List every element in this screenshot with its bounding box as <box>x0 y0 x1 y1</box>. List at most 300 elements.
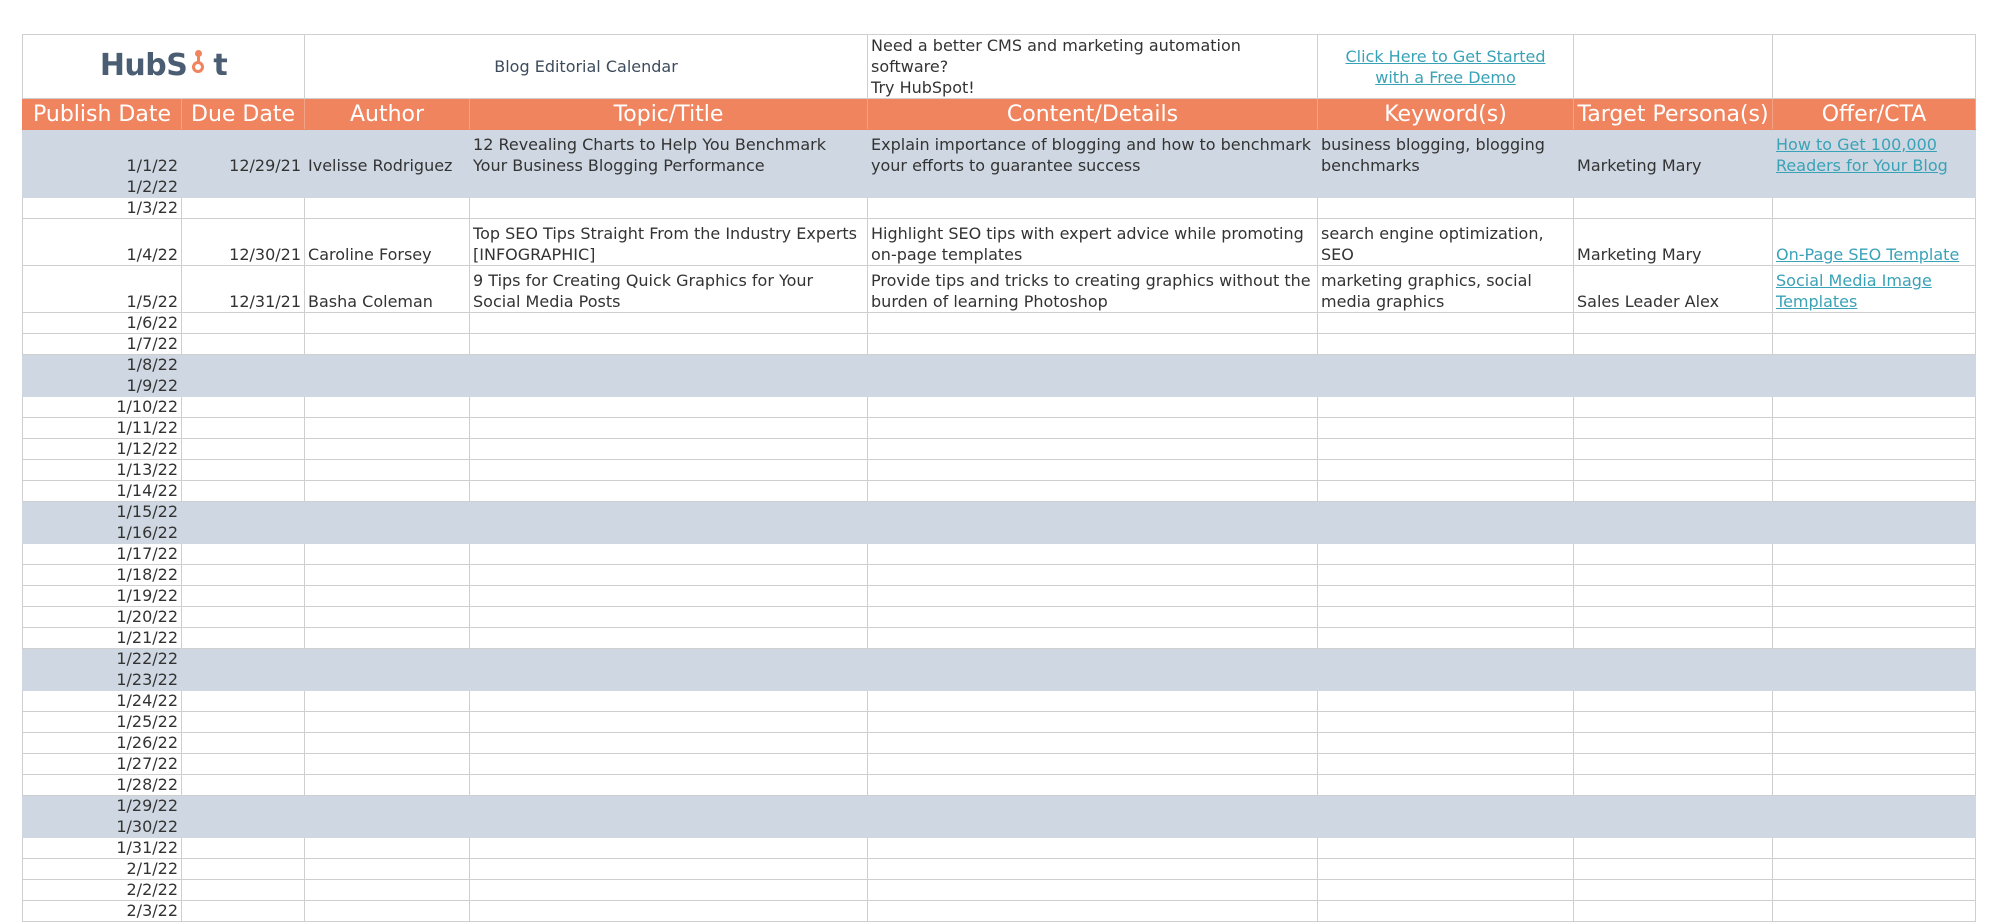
offer-cta-cell[interactable] <box>1773 313 1976 334</box>
content-details-cell[interactable] <box>868 397 1318 418</box>
offer-cta-cell[interactable] <box>1773 796 1976 817</box>
author-cell[interactable] <box>305 901 470 922</box>
author-cell[interactable] <box>305 355 470 376</box>
author-cell[interactable] <box>305 481 470 502</box>
publish-date-cell[interactable]: 1/4/22 <box>23 219 182 266</box>
content-details-cell[interactable] <box>868 481 1318 502</box>
content-details-cell[interactable] <box>868 607 1318 628</box>
author-cell[interactable] <box>305 439 470 460</box>
topic-title-cell[interactable] <box>470 586 868 607</box>
due-date-cell[interactable] <box>182 460 305 481</box>
author-cell[interactable] <box>305 177 470 198</box>
keywords-cell[interactable] <box>1318 397 1574 418</box>
author-cell[interactable] <box>305 754 470 775</box>
target-persona-cell[interactable] <box>1574 355 1773 376</box>
author-cell[interactable] <box>305 334 470 355</box>
due-date-cell[interactable] <box>182 334 305 355</box>
publish-date-cell[interactable]: 1/27/22 <box>23 754 182 775</box>
content-details-cell[interactable] <box>868 198 1318 219</box>
keywords-cell[interactable] <box>1318 712 1574 733</box>
offer-cta-cell[interactable] <box>1773 355 1976 376</box>
due-date-cell[interactable] <box>182 439 305 460</box>
topic-title-cell[interactable] <box>470 901 868 922</box>
publish-date-cell[interactable]: 1/17/22 <box>23 544 182 565</box>
topic-title-cell[interactable] <box>470 817 868 838</box>
author-cell[interactable] <box>305 418 470 439</box>
publish-date-cell[interactable]: 1/24/22 <box>23 691 182 712</box>
content-details-cell[interactable] <box>868 754 1318 775</box>
publish-date-cell[interactable]: 1/7/22 <box>23 334 182 355</box>
offer-cta-cell[interactable] <box>1773 177 1976 198</box>
offer-cta-cell[interactable] <box>1773 523 1976 544</box>
author-cell[interactable] <box>305 460 470 481</box>
keywords-cell[interactable] <box>1318 523 1574 544</box>
offer-cta-cell[interactable] <box>1773 754 1976 775</box>
free-demo-link[interactable]: Click Here to Get Started with a Free Demo <box>1345 46 1546 87</box>
table-row <box>23 628 1976 649</box>
content-details-cell[interactable] <box>868 177 1318 198</box>
target-persona-cell[interactable] <box>1574 607 1773 628</box>
target-persona-cell[interactable] <box>1574 502 1773 523</box>
topic-title-cell[interactable]: 9 Tips for Creating Quick Graphics for Your Social Media Posts <box>470 266 868 313</box>
content-details-cell[interactable] <box>868 460 1318 481</box>
author-cell[interactable] <box>305 628 470 649</box>
offer-cta-cell[interactable] <box>1773 502 1976 523</box>
publish-date-cell[interactable]: 2/2/22 <box>23 880 182 901</box>
content-details-cell[interactable] <box>868 586 1318 607</box>
offer-cta-cell[interactable] <box>1773 481 1976 502</box>
publish-date-cell[interactable]: 1/25/22 <box>23 712 182 733</box>
column-header-offer-cta[interactable]: Offer/CTA <box>1773 99 1976 130</box>
author-cell[interactable] <box>305 198 470 219</box>
publish-date-cell[interactable]: 1/14/22 <box>23 481 182 502</box>
target-persona-cell[interactable] <box>1574 880 1773 901</box>
offer-cta-cell[interactable] <box>1773 628 1976 649</box>
topic-title-cell[interactable] <box>470 880 868 901</box>
content-details-cell[interactable]: Explain importance of blogging and how to benchmark your efforts to guarantee success <box>868 130 1318 177</box>
target-persona-cell[interactable] <box>1574 586 1773 607</box>
target-persona-cell[interactable] <box>1574 838 1773 859</box>
column-header-target-personas[interactable]: Target Persona(s) <box>1574 99 1773 130</box>
author-cell[interactable] <box>305 544 470 565</box>
content-details-cell[interactable] <box>868 691 1318 712</box>
column-header-content-details[interactable]: Content/Details <box>868 99 1318 130</box>
publish-date-cell[interactable]: 1/18/22 <box>23 565 182 586</box>
offer-cta-link[interactable]: Social Media Image Templates <box>1776 271 1932 311</box>
due-date-cell[interactable]: 12/30/21 <box>182 219 305 266</box>
keywords-cell[interactable] <box>1318 628 1574 649</box>
offer-cta-link[interactable]: On-Page SEO Template <box>1776 245 1960 264</box>
publish-date-cell[interactable]: 1/23/22 <box>23 670 182 691</box>
publish-date-cell[interactable]: 1/26/22 <box>23 733 182 754</box>
due-date-cell[interactable] <box>182 544 305 565</box>
keywords-cell[interactable] <box>1318 502 1574 523</box>
keywords-cell[interactable] <box>1318 439 1574 460</box>
due-date-cell[interactable] <box>182 796 305 817</box>
content-details-cell[interactable] <box>868 313 1318 334</box>
offer-cta-cell[interactable] <box>1773 733 1976 754</box>
content-details-cell[interactable] <box>868 838 1318 859</box>
due-date-cell[interactable] <box>182 198 305 219</box>
due-date-cell[interactable] <box>182 754 305 775</box>
keywords-cell[interactable] <box>1318 670 1574 691</box>
topic-title-cell[interactable] <box>470 691 868 712</box>
keywords-cell[interactable] <box>1318 649 1574 670</box>
target-persona-cell[interactable] <box>1574 198 1773 219</box>
topic-title-cell[interactable]: Top SEO Tips Straight From the Industry Experts [INFOGRAPHIC] <box>470 219 868 266</box>
keywords-cell[interactable] <box>1318 376 1574 397</box>
target-persona-cell[interactable] <box>1574 544 1773 565</box>
author-cell[interactable] <box>305 607 470 628</box>
topic-title-cell[interactable] <box>470 733 868 754</box>
content-details-cell[interactable] <box>868 418 1318 439</box>
author-cell[interactable] <box>305 712 470 733</box>
due-date-cell[interactable] <box>182 775 305 796</box>
offer-cta-link[interactable]: How to Get 100,000 Readers for Your Blog <box>1776 135 1948 175</box>
keywords-cell[interactable] <box>1318 775 1574 796</box>
offer-cta-cell[interactable] <box>1773 565 1976 586</box>
table-row <box>23 439 1976 460</box>
offer-cta-cell[interactable] <box>1773 880 1976 901</box>
column-header-keywords[interactable]: Keyword(s) <box>1318 99 1574 130</box>
offer-cta-cell[interactable] <box>1773 607 1976 628</box>
keywords-cell[interactable]: search engine optimization, SEO <box>1318 219 1574 266</box>
keywords-cell[interactable] <box>1318 177 1574 198</box>
due-date-cell[interactable] <box>182 481 305 502</box>
keywords-cell[interactable] <box>1318 901 1574 922</box>
column-header-topic-title[interactable]: Topic/Title <box>470 99 868 130</box>
target-persona-cell[interactable] <box>1574 523 1773 544</box>
content-details-cell[interactable] <box>868 565 1318 586</box>
keywords-cell[interactable] <box>1318 418 1574 439</box>
publish-date-cell[interactable]: 1/21/22 <box>23 628 182 649</box>
table-row <box>23 130 1976 177</box>
target-persona-cell[interactable] <box>1574 775 1773 796</box>
target-persona-cell[interactable] <box>1574 691 1773 712</box>
keywords-cell[interactable] <box>1318 817 1574 838</box>
topic-title-cell[interactable] <box>470 544 868 565</box>
due-date-cell[interactable] <box>182 691 305 712</box>
keywords-cell[interactable] <box>1318 198 1574 219</box>
page-title: Blog Editorial Calendar <box>305 35 868 99</box>
due-date-cell[interactable] <box>182 502 305 523</box>
due-date-cell[interactable] <box>182 712 305 733</box>
content-details-cell[interactable] <box>868 859 1318 880</box>
author-cell[interactable] <box>305 586 470 607</box>
topic-title-cell[interactable] <box>470 397 868 418</box>
offer-cta-cell[interactable] <box>1773 838 1976 859</box>
column-header-due-date[interactable]: Due Date <box>182 99 305 130</box>
publish-date-cell[interactable]: 1/22/22 <box>23 649 182 670</box>
offer-cta-cell[interactable] <box>1773 219 1976 266</box>
keywords-cell[interactable] <box>1318 754 1574 775</box>
keywords-cell[interactable] <box>1318 607 1574 628</box>
content-details-cell[interactable] <box>868 355 1318 376</box>
keywords-cell[interactable] <box>1318 355 1574 376</box>
offer-cta-cell[interactable] <box>1773 691 1976 712</box>
due-date-cell[interactable] <box>182 649 305 670</box>
publish-date-cell[interactable]: 1/5/22 <box>23 266 182 313</box>
content-details-cell[interactable]: Highlight SEO tips with expert advice while promoting on-page templates <box>868 219 1318 266</box>
due-date-cell[interactable]: 12/31/21 <box>182 266 305 313</box>
offer-cta-cell[interactable] <box>1773 376 1976 397</box>
content-details-cell[interactable] <box>868 523 1318 544</box>
publish-date-cell[interactable]: 1/6/22 <box>23 313 182 334</box>
topic-title-cell[interactable] <box>470 523 868 544</box>
publish-date-cell[interactable]: 1/28/22 <box>23 775 182 796</box>
content-details-cell[interactable] <box>868 376 1318 397</box>
keywords-cell[interactable] <box>1318 733 1574 754</box>
target-persona-cell[interactable] <box>1574 670 1773 691</box>
target-persona-cell[interactable] <box>1574 754 1773 775</box>
promo-line-1: Need a better CMS and marketing automation software? <box>871 36 1241 76</box>
target-persona-cell[interactable] <box>1574 177 1773 198</box>
table-row <box>23 670 1976 691</box>
author-cell[interactable] <box>305 838 470 859</box>
keywords-cell[interactable] <box>1318 313 1574 334</box>
topic-title-cell[interactable] <box>470 796 868 817</box>
target-persona-cell[interactable] <box>1574 817 1773 838</box>
offer-cta-cell[interactable] <box>1773 901 1976 922</box>
due-date-cell[interactable] <box>182 177 305 198</box>
target-persona-cell[interactable] <box>1574 481 1773 502</box>
author-cell[interactable] <box>305 859 470 880</box>
publish-date-cell[interactable]: 1/13/22 <box>23 460 182 481</box>
publish-date-cell[interactable]: 1/31/22 <box>23 838 182 859</box>
content-details-cell[interactable] <box>868 439 1318 460</box>
author-cell[interactable] <box>305 670 470 691</box>
publish-date-cell[interactable]: 1/10/22 <box>23 397 182 418</box>
target-persona-cell[interactable] <box>1574 313 1773 334</box>
empty-cell[interactable] <box>1574 35 1773 99</box>
offer-cta-cell[interactable] <box>1773 670 1976 691</box>
due-date-cell[interactable] <box>182 376 305 397</box>
target-persona-cell[interactable] <box>1574 733 1773 754</box>
content-details-cell[interactable] <box>868 502 1318 523</box>
publish-date-cell[interactable]: 1/1/22 <box>23 130 182 177</box>
target-persona-cell[interactable]: Marketing Mary <box>1574 130 1773 177</box>
target-persona-cell[interactable] <box>1574 796 1773 817</box>
due-date-cell[interactable] <box>182 859 305 880</box>
keywords-cell[interactable] <box>1318 481 1574 502</box>
target-persona-cell[interactable] <box>1574 901 1773 922</box>
topic-title-cell[interactable] <box>470 712 868 733</box>
offer-cta-cell[interactable] <box>1773 649 1976 670</box>
topic-title-cell[interactable] <box>470 439 868 460</box>
content-details-cell[interactable] <box>868 628 1318 649</box>
topic-title-cell[interactable]: 12 Revealing Charts to Help You Benchmark Your Business Blogging Performance <box>470 130 868 177</box>
due-date-cell[interactable]: 12/29/21 <box>182 130 305 177</box>
publish-date-cell[interactable]: 1/2/22 <box>23 177 182 198</box>
topic-title-cell[interactable] <box>470 313 868 334</box>
due-date-cell[interactable] <box>182 586 305 607</box>
offer-cta-cell[interactable] <box>1773 712 1976 733</box>
content-details-cell[interactable]: Provide tips and tricks to creating graphics without the burden of learning Photoshop <box>868 266 1318 313</box>
target-persona-cell[interactable] <box>1574 712 1773 733</box>
topic-title-cell[interactable] <box>470 859 868 880</box>
offer-cta-cell[interactable] <box>1773 775 1976 796</box>
author-cell[interactable] <box>305 397 470 418</box>
keywords-cell[interactable] <box>1318 691 1574 712</box>
target-persona-cell[interactable] <box>1574 628 1773 649</box>
publish-date-cell[interactable]: 1/16/22 <box>23 523 182 544</box>
keywords-cell[interactable] <box>1318 859 1574 880</box>
publish-date-cell[interactable]: 1/12/22 <box>23 439 182 460</box>
keywords-cell[interactable] <box>1318 586 1574 607</box>
target-persona-cell[interactable] <box>1574 439 1773 460</box>
publish-date-cell[interactable]: 1/30/22 <box>23 817 182 838</box>
publish-date-cell[interactable]: 2/1/22 <box>23 859 182 880</box>
topic-title-cell[interactable] <box>470 376 868 397</box>
due-date-cell[interactable] <box>182 565 305 586</box>
target-persona-cell[interactable]: Marketing Mary <box>1574 219 1773 266</box>
table-row <box>23 565 1976 586</box>
topic-title-cell[interactable] <box>470 418 868 439</box>
author-cell[interactable] <box>305 733 470 754</box>
target-persona-cell[interactable] <box>1574 859 1773 880</box>
author-cell[interactable] <box>305 313 470 334</box>
topic-title-cell[interactable] <box>470 565 868 586</box>
offer-cta-cell[interactable] <box>1773 859 1976 880</box>
target-persona-cell[interactable] <box>1574 376 1773 397</box>
offer-cta-cell[interactable] <box>1773 198 1976 219</box>
content-details-cell[interactable] <box>868 544 1318 565</box>
content-details-cell[interactable] <box>868 334 1318 355</box>
keywords-cell[interactable] <box>1318 565 1574 586</box>
promo-line-2: Try HubSpot! <box>871 78 975 97</box>
author-cell[interactable]: Caroline Forsey <box>305 219 470 266</box>
table-row <box>23 691 1976 712</box>
table-row <box>23 880 1976 901</box>
topic-title-cell[interactable] <box>470 355 868 376</box>
keywords-cell[interactable]: marketing graphics, social media graphics <box>1318 266 1574 313</box>
table-row <box>23 313 1976 334</box>
keywords-cell[interactable] <box>1318 796 1574 817</box>
due-date-cell[interactable] <box>182 838 305 859</box>
content-details-cell[interactable] <box>868 670 1318 691</box>
offer-cta-cell[interactable] <box>1773 544 1976 565</box>
target-persona-cell[interactable]: Sales Leader Alex <box>1574 266 1773 313</box>
topic-title-cell[interactable] <box>470 607 868 628</box>
offer-cta-cell[interactable] <box>1773 460 1976 481</box>
keywords-cell[interactable] <box>1318 334 1574 355</box>
due-date-cell[interactable] <box>182 523 305 544</box>
due-date-cell[interactable] <box>182 880 305 901</box>
keywords-cell[interactable]: business blogging, blogging benchmarks <box>1318 130 1574 177</box>
due-date-cell[interactable] <box>182 313 305 334</box>
offer-cta-cell[interactable] <box>1773 334 1976 355</box>
topic-title-cell[interactable] <box>470 502 868 523</box>
due-date-cell[interactable] <box>182 733 305 754</box>
content-details-cell[interactable] <box>868 775 1318 796</box>
author-cell[interactable] <box>305 691 470 712</box>
offer-cta-cell[interactable] <box>1773 397 1976 418</box>
publish-date-cell[interactable]: 1/19/22 <box>23 586 182 607</box>
due-date-cell[interactable] <box>182 817 305 838</box>
content-details-cell[interactable] <box>868 649 1318 670</box>
publish-date-cell[interactable]: 2/3/22 <box>23 901 182 922</box>
topic-title-cell[interactable] <box>470 754 868 775</box>
publish-date-cell[interactable]: 1/3/22 <box>23 198 182 219</box>
offer-cta-cell[interactable] <box>1773 586 1976 607</box>
target-persona-cell[interactable] <box>1574 397 1773 418</box>
empty-cell[interactable] <box>1773 35 1976 99</box>
author-cell[interactable]: Basha Coleman <box>305 266 470 313</box>
offer-cta-cell[interactable] <box>1773 266 1976 313</box>
author-cell[interactable] <box>305 796 470 817</box>
target-persona-cell[interactable] <box>1574 334 1773 355</box>
publish-date-cell[interactable]: 1/29/22 <box>23 796 182 817</box>
offer-cta-cell[interactable] <box>1773 418 1976 439</box>
author-cell[interactable] <box>305 880 470 901</box>
author-cell[interactable]: Ivelisse Rodriguez <box>305 130 470 177</box>
keywords-cell[interactable] <box>1318 880 1574 901</box>
topic-title-cell[interactable] <box>470 177 868 198</box>
due-date-cell[interactable] <box>182 355 305 376</box>
topic-title-cell[interactable] <box>470 838 868 859</box>
topic-title-cell[interactable] <box>470 775 868 796</box>
offer-cta-cell[interactable] <box>1773 439 1976 460</box>
author-cell[interactable] <box>305 376 470 397</box>
topic-title-cell[interactable] <box>470 481 868 502</box>
publish-date-cell[interactable]: 1/9/22 <box>23 376 182 397</box>
due-date-cell[interactable] <box>182 397 305 418</box>
author-cell[interactable] <box>305 817 470 838</box>
due-date-cell[interactable] <box>182 607 305 628</box>
offer-cta-cell[interactable] <box>1773 817 1976 838</box>
keywords-cell[interactable] <box>1318 544 1574 565</box>
target-persona-cell[interactable] <box>1574 565 1773 586</box>
topic-title-cell[interactable] <box>470 198 868 219</box>
publish-date-cell[interactable]: 1/11/22 <box>23 418 182 439</box>
due-date-cell[interactable] <box>182 418 305 439</box>
author-cell[interactable] <box>305 565 470 586</box>
offer-cta-cell[interactable] <box>1773 130 1976 177</box>
keywords-cell[interactable] <box>1318 460 1574 481</box>
content-details-cell[interactable] <box>868 901 1318 922</box>
target-persona-cell[interactable] <box>1574 460 1773 481</box>
keywords-cell[interactable] <box>1318 838 1574 859</box>
content-details-cell[interactable] <box>868 880 1318 901</box>
content-details-cell[interactable] <box>868 796 1318 817</box>
topic-title-cell[interactable] <box>470 334 868 355</box>
table-row <box>23 266 1976 313</box>
column-header-publish-date[interactable]: Publish Date <box>23 99 182 130</box>
author-cell[interactable] <box>305 649 470 670</box>
table-row <box>23 481 1976 502</box>
due-date-cell[interactable] <box>182 628 305 649</box>
publish-date-cell[interactable]: 1/15/22 <box>23 502 182 523</box>
topic-title-cell[interactable] <box>470 670 868 691</box>
publish-date-cell[interactable]: 1/20/22 <box>23 607 182 628</box>
author-cell[interactable] <box>305 523 470 544</box>
target-persona-cell[interactable] <box>1574 649 1773 670</box>
topic-title-cell[interactable] <box>470 649 868 670</box>
due-date-cell[interactable] <box>182 670 305 691</box>
due-date-cell[interactable] <box>182 901 305 922</box>
author-cell[interactable] <box>305 502 470 523</box>
topic-title-cell[interactable] <box>470 460 868 481</box>
column-header-author[interactable]: Author <box>305 99 470 130</box>
table-row <box>23 219 1976 266</box>
target-persona-cell[interactable] <box>1574 418 1773 439</box>
author-cell[interactable] <box>305 775 470 796</box>
topic-title-cell[interactable] <box>470 628 868 649</box>
content-details-cell[interactable] <box>868 817 1318 838</box>
publish-date-cell[interactable]: 1/8/22 <box>23 355 182 376</box>
content-details-cell[interactable] <box>868 733 1318 754</box>
content-details-cell[interactable] <box>868 712 1318 733</box>
